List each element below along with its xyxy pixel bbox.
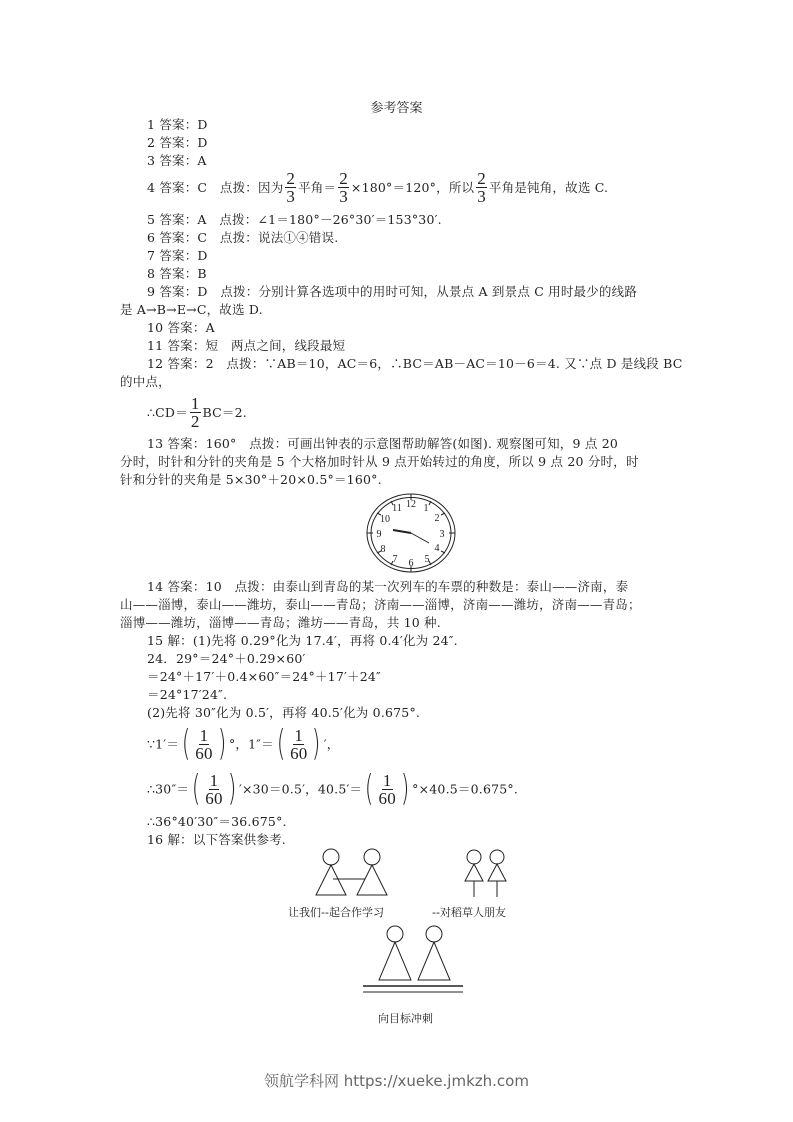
clock-diagram [365, 492, 457, 574]
answer-9-line1: 9 答案：D 点拨：分别计算各选项中的用时可知，从景点 A 到景点 C 用时最少的线路 [147, 284, 638, 299]
answer-14-line1: 14 答案：10 点拨：由泰山到青岛的某一次列车的车票的种数是：泰山——济南，泰 [147, 579, 629, 594]
caption-cooperate: 让我们--起合作学习 [288, 906, 384, 919]
answer-15-line1: 15 解：(1)先将 0.29°化为 17.4′，再将 0.4′化为 24″. [147, 633, 458, 648]
clock-number-12: 12 [406, 499, 416, 510]
hour-hand [393, 530, 411, 533]
answer-15-line5: (2)先将 30″化为 0.5′，再将 40.5′化为 0.675°. [147, 705, 421, 720]
svg-text:4: 4 [434, 543, 440, 554]
fraction: $\frac{2}{3}$ [477, 169, 486, 206]
minute-hand [411, 533, 429, 543]
answer-4: 4 答案：C 点拨：因为 $\frac{2}{3}$ 平角＝ $\frac{2}{3}$ ×180°＝120°，所以 $\frac{2}{3}$ 平角是钝角，故选 C. [147, 169, 609, 206]
svg-text:6: 6 [408, 558, 414, 569]
svg-text:9: 9 [376, 529, 382, 540]
answer-15-line4: ＝24°17′24″. [147, 687, 228, 702]
fraction: $\frac{2}{3}$ [286, 169, 296, 206]
answer-12-line1: 12 答案：2 点拨：∵AB＝10，AC＝6，∴BC＝AB－AC＝10－6＝4. 又∵点 D 是线段 BC [147, 356, 683, 371]
answer-14-line2: 山——淄博，泰山——潍坊，泰山——青岛；济南——淄博，济南——潍坊，济南——青岛； [120, 597, 641, 612]
answer-13-line3: 针和分针的夹角是 5×30°＋20×0.5°＝160°. [120, 472, 382, 487]
answer-12-line3: ∴CD＝ $\frac{1}{2}$ BC＝2. [147, 394, 247, 431]
answer-7: 7 答案：D [147, 248, 208, 263]
answer-8: 8 答案：B [147, 266, 207, 281]
answer-15-line8: ∴36°40′30″＝36.675°. [147, 814, 287, 829]
answer-15-line6: ∵1′＝ ( $\frac{1}{60}$ ) °，1″＝ ( $\frac{1}{60}$ ) ′， [147, 723, 340, 764]
answer-11: 11 答案：短 两点之间，线段最短 [147, 338, 346, 353]
answer-9-line2: 是 A→B→E→C，故选 D. [120, 302, 263, 317]
answer-12-line2: 的中点， [120, 374, 171, 389]
answer-16: 16 解：以下答案供参考. [147, 832, 286, 847]
answer-1: 1 答案：D [147, 117, 208, 132]
page-title: 参考答案 [370, 101, 423, 116]
answer-6: 6 答案：C 点拨：说法①④错误. [147, 230, 339, 245]
answer-2: 2 答案：D [147, 135, 208, 150]
answer-13-line2: 分时，时针和分针的夹角是 5 个大格加时针从 9 点开始转过的角度，所以 9 点 20 分时，时 [120, 454, 639, 469]
figure-goal [355, 922, 470, 994]
caption-goal: 向目标冲刺 [378, 1012, 433, 1025]
svg-text:3: 3 [439, 529, 445, 540]
answer-10: 10 答案：A [147, 320, 215, 335]
figure-cooperate [310, 847, 420, 899]
answer-5: 5 答案：A 点拨：∠1＝180°－26°30′＝153°30′. [147, 212, 442, 227]
svg-text:5: 5 [424, 554, 430, 565]
svg-text:8: 8 [380, 544, 386, 555]
svg-text:7: 7 [392, 554, 398, 565]
answer-3: 3 答案：A [147, 153, 207, 168]
svg-text:11: 11 [392, 503, 402, 514]
footer-watermark: 领航学科网 https://xueke.jmkzh.com [264, 1072, 529, 1090]
answer-14-line3: 淄博——潍坊，淄博——青岛；潍坊——青岛，共 10 种. [120, 615, 441, 630]
svg-text:10: 10 [380, 514, 390, 525]
answer-13-line1: 13 答案：160° 点拨：可画出钟表的示意图帮助解答(如图). 观察图可知，9 点 20 [147, 436, 618, 451]
figure-scarecrows [460, 847, 520, 899]
fraction: $\frac{2}{3}$ [339, 169, 348, 206]
fraction: $\frac{1}{2}$ [190, 394, 200, 431]
answer-15-line3: ＝24°＋17′＋0.4×60″＝24°＋17′＋24″ [147, 669, 381, 684]
svg-text:1: 1 [423, 503, 429, 514]
answer-15-line7: ∴30″＝ ( $\frac{1}{60}$ ) ′×30＝0.5′，40.5′＝ ( $\frac{1}{60}$ ) °×40.5＝0.675°. [147, 768, 519, 809]
svg-text:2: 2 [434, 513, 440, 524]
answer-15-line2: 24．29°＝24°＋0.29×60′ [147, 651, 306, 666]
caption-scarecrows: --对稻草人朋友 [432, 906, 506, 919]
